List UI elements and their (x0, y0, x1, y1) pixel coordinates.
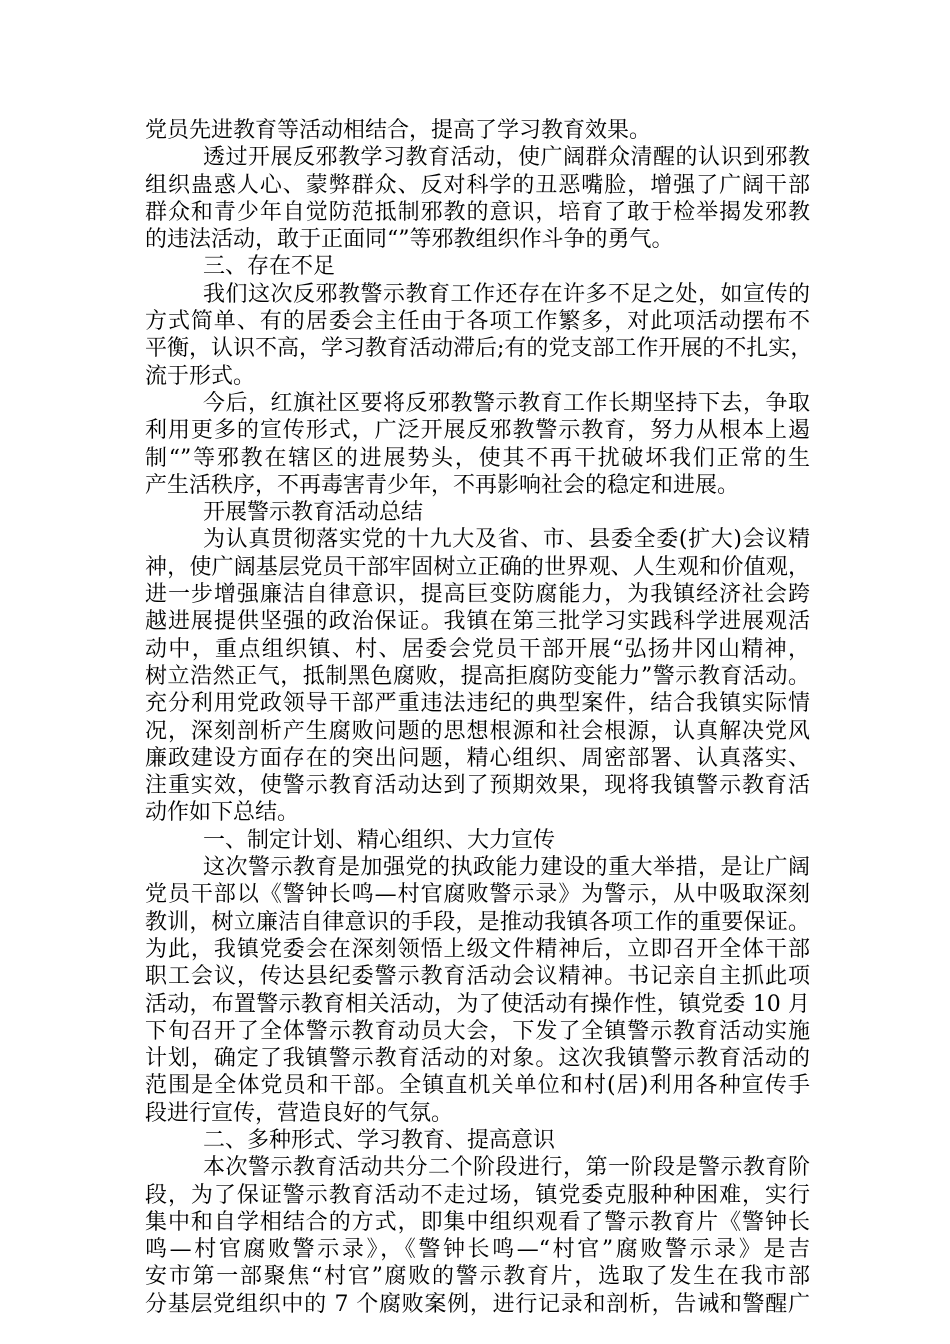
text-line: 树立浩然正气，抵制黑色腐败，提高拒腐防变能力”警示教育活动。 (145, 663, 810, 689)
text-line: 况，深刻剖析产生腐败问题的思想根源和社会根源，认真解决党风 (145, 718, 810, 744)
text-line: 开展警示教育活动总结 (203, 500, 424, 526)
text-line: 群众和青少年自觉防范抵制邪教的意识，培育了敢于检举揭发邪教 (145, 199, 810, 225)
text-line: 神，使广阔基层党员干部牢固树立正确的世界观、人生观和价值观， (145, 554, 810, 580)
text-line: 段进行宣传，营造良好的气氛。 (145, 1100, 454, 1126)
text-line: 动中，重点组织镇、村、居委会党员干部开展“弘扬井冈山精神， (145, 636, 810, 662)
text-line: 进一步增强廉洁自律意识，提高巨变防腐能力，为我镇经济社会跨 (145, 582, 810, 608)
text-line: 流于形式。 (145, 363, 256, 389)
text-line: 透过开展反邪教学习教育活动，使广阔群众清醒的认识到邪教 (203, 145, 810, 171)
text-line: 活动，布置警示教育相关活动，为了使活动有操作性，镇党委 10 月 (145, 991, 810, 1017)
text-line: 这次警示教育是加强党的执政能力建设的重大举措，是让广阔 (203, 855, 810, 881)
body-text (145, 117, 813, 1318)
text-line: 为认真贯彻落实党的十九大及省、市、县委全委(扩大)会议精 (203, 527, 810, 553)
text-line: 三、存在不足 (203, 254, 336, 280)
text-line: 鸣—村官腐败警示录》，《警钟长鸣—“村官”腐败警示录》是吉 (145, 1237, 810, 1263)
text-line: 一、制定计划、精心组织、大力宣传 (203, 827, 556, 853)
text-line: 廉政建设方面存在的突出问题，精心组织、周密部署、认真落实、 (145, 745, 810, 771)
text-line: 的违法活动，敢于正面同“”等邪教组织作斗争的勇气。 (145, 227, 674, 253)
text-line: 集中和自学相结合的方式，即集中组织观看了警示教育片《警钟长 (145, 1209, 810, 1235)
text-line: 党员先进教育等活动相结合，提高了学习教育效果。 (145, 118, 652, 143)
text-line: 计划，确定了我镇警示教育活动的对象。这次我镇警示教育活动的 (145, 1046, 810, 1072)
text-line: 产生活秩序，不再毒害青少年，不再影响社会的稳定和进展。 (145, 472, 740, 498)
text-line: 方式简单、有的居委会主任由于各项工作繁多，对此项活动摆布不 (145, 309, 810, 335)
text-line: 组织蛊惑人心、蒙弊群众、反对科学的丑恶嘴脸，增强了广阔干部 (145, 172, 810, 198)
text-line: 职工会议，传达县纪委警示教育活动会议精神。书记亲自主抓此项 (145, 964, 810, 990)
text-line: 我们这次反邪教警示教育工作还存在许多不足之处，如宣传的 (203, 281, 810, 307)
text-line: 下旬召开了全体警示教育动员大会，下发了全镇警示教育活动实施 (145, 1018, 810, 1044)
text-line: 安市第一部聚焦“村官”腐败的警示教育片，选取了发生在我市部 (145, 1264, 810, 1290)
text-line: 本次警示教育活动共分二个阶段进行，第一阶段是警示教育阶 (203, 1155, 810, 1181)
text-line: 为此，我镇党委会在深刻领悟上级文件精神后，立即召开全体干部 (145, 936, 810, 962)
text-line: 范围是全体党员和干部。全镇直机关单位和村(居)利用各种宣传手 (145, 1073, 810, 1099)
text-line: 充分利用党政领导干部严重违法违纪的典型案件，结合我镇实际情 (145, 691, 810, 717)
text-line: 分基层党组织中的 7 个腐败案例，进行记录和剖析，告诫和警醒广 (145, 1291, 810, 1317)
text-line: 今后，红旗社区要将反邪教警示教育工作长期坚持下去，争取 (203, 390, 810, 416)
text-line: 制“”等邪教在辖区的进展势头，使其不再干扰破坏我们正常的生 (145, 445, 810, 471)
text-line: 段，为了保证警示教育活动不走过场，镇党委克服种种困难，实行 (145, 1182, 810, 1208)
text-line: 二、多种形式、学习教育、提高意识 (203, 1127, 556, 1153)
text-line: 动作如下总结。 (145, 800, 300, 826)
text-line: 教训，树立廉洁自律意识的手段，是推动我镇各项工作的重要保证。 (145, 909, 810, 935)
text-line: 党员干部以《警钟长鸣—村官腐败警示录》为警示，从中吸取深刻 (145, 882, 810, 908)
text-line: 注重实效，使警示教育活动达到了预期效果，现将我镇警示教育活 (145, 773, 810, 799)
text-line: 利用更多的宣传形式，广泛开展反邪教警示教育，努力从根本上遏 (145, 418, 810, 444)
text-line: 平衡，认识不高，学习教育活动滞后;有的党支部工作开展的不扎实， (145, 336, 813, 362)
text-line: 越进展提供坚强的政治保证。我镇在第三批学习实践科学进展观活 (145, 609, 810, 635)
